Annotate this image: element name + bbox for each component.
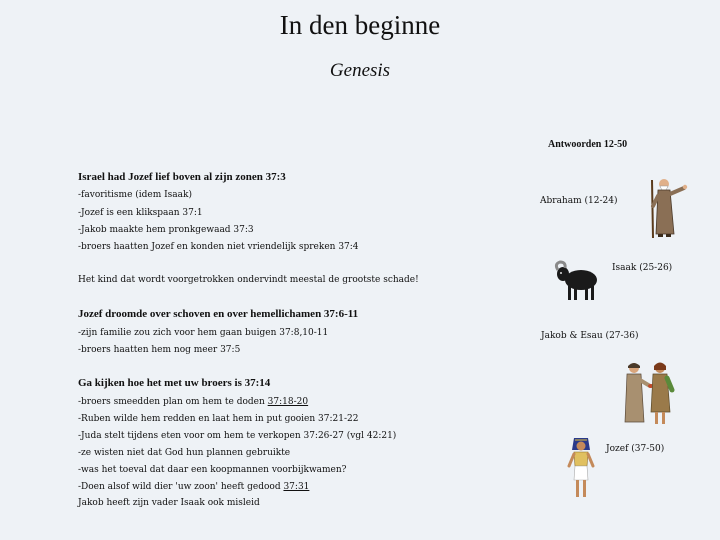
ref-jakob: Jakob & Esau (27-36) bbox=[541, 331, 639, 341]
section-1-line-2: -Jozef is een klikspaan 37:1 bbox=[78, 208, 203, 218]
answers-label: Antwoorden 12-50 bbox=[548, 139, 628, 150]
section-heading-1: Israel had Jozef lief boven al zijn zonen 37:3 bbox=[78, 171, 286, 183]
ram-icon bbox=[552, 258, 602, 304]
verse-ref: 37:31 bbox=[283, 482, 310, 492]
section-1-line-3: -Jakob maakte hem pronkgewaad 37:3 bbox=[78, 225, 254, 235]
section-3-line-5: -was het toeval dat daar een koopmannen voorbijkwamen? bbox=[78, 465, 347, 475]
section-3-line-3: -Juda stelt tijdens eten voor om hem te verkopen 37:26-27 (vgl 42:21) bbox=[78, 431, 397, 441]
section-1-line-4: -broers haatten Jozef en konden niet vriendelijk spreken 37:4 bbox=[78, 242, 359, 252]
section-heading-3: Ga kijken hoe het met uw broers is 37:14 bbox=[78, 377, 271, 389]
ref-jozef: Jozef (37-50) bbox=[606, 444, 665, 454]
section-2-line-1: -zijn familie zou zich voor hem gaan buigen 37:8,10-11 bbox=[78, 328, 329, 338]
verse-ref: 37:18-20 bbox=[267, 397, 309, 407]
section-2-line-2: -broers haatten hem nog meer 37:5 bbox=[78, 345, 241, 355]
egyptian-figure-icon bbox=[566, 436, 596, 500]
two-brothers-icon bbox=[620, 360, 676, 426]
section-1-note: Het kind dat wordt voorgetrokken ondervindt meestal de grootste schade! bbox=[78, 275, 419, 285]
ref-isaak: Isaak (25-26) bbox=[612, 263, 673, 273]
section-3-line-6: -Doen alsof wild dier 'uw zoon' heeft gedood 37:31 bbox=[78, 482, 310, 492]
section-3-line-4: -ze wisten niet dat God hun plannen gebruikte bbox=[78, 448, 291, 458]
page-subtitle: Genesis bbox=[329, 60, 391, 81]
section-3-line-2: -Ruben wilde hem redden en laat hem in put gooien 37:21-22 bbox=[78, 414, 359, 424]
section-heading-2: Jozef droomde over schoven en over hemellichamen 37:6-11 bbox=[78, 308, 359, 320]
page-title: In den beginne bbox=[279, 10, 441, 40]
section-3-line-7: Jakob heeft zijn vader Isaak ook misleid bbox=[78, 498, 260, 508]
section-3-line-1: -broers smeedden plan om hem te doden 37:18-20 bbox=[78, 397, 309, 407]
old-man-with-staff-icon bbox=[644, 176, 690, 240]
section-1-line-1: -favoritisme (idem Isaak) bbox=[78, 190, 192, 200]
ref-abraham: Abraham (12-24) bbox=[540, 196, 618, 206]
